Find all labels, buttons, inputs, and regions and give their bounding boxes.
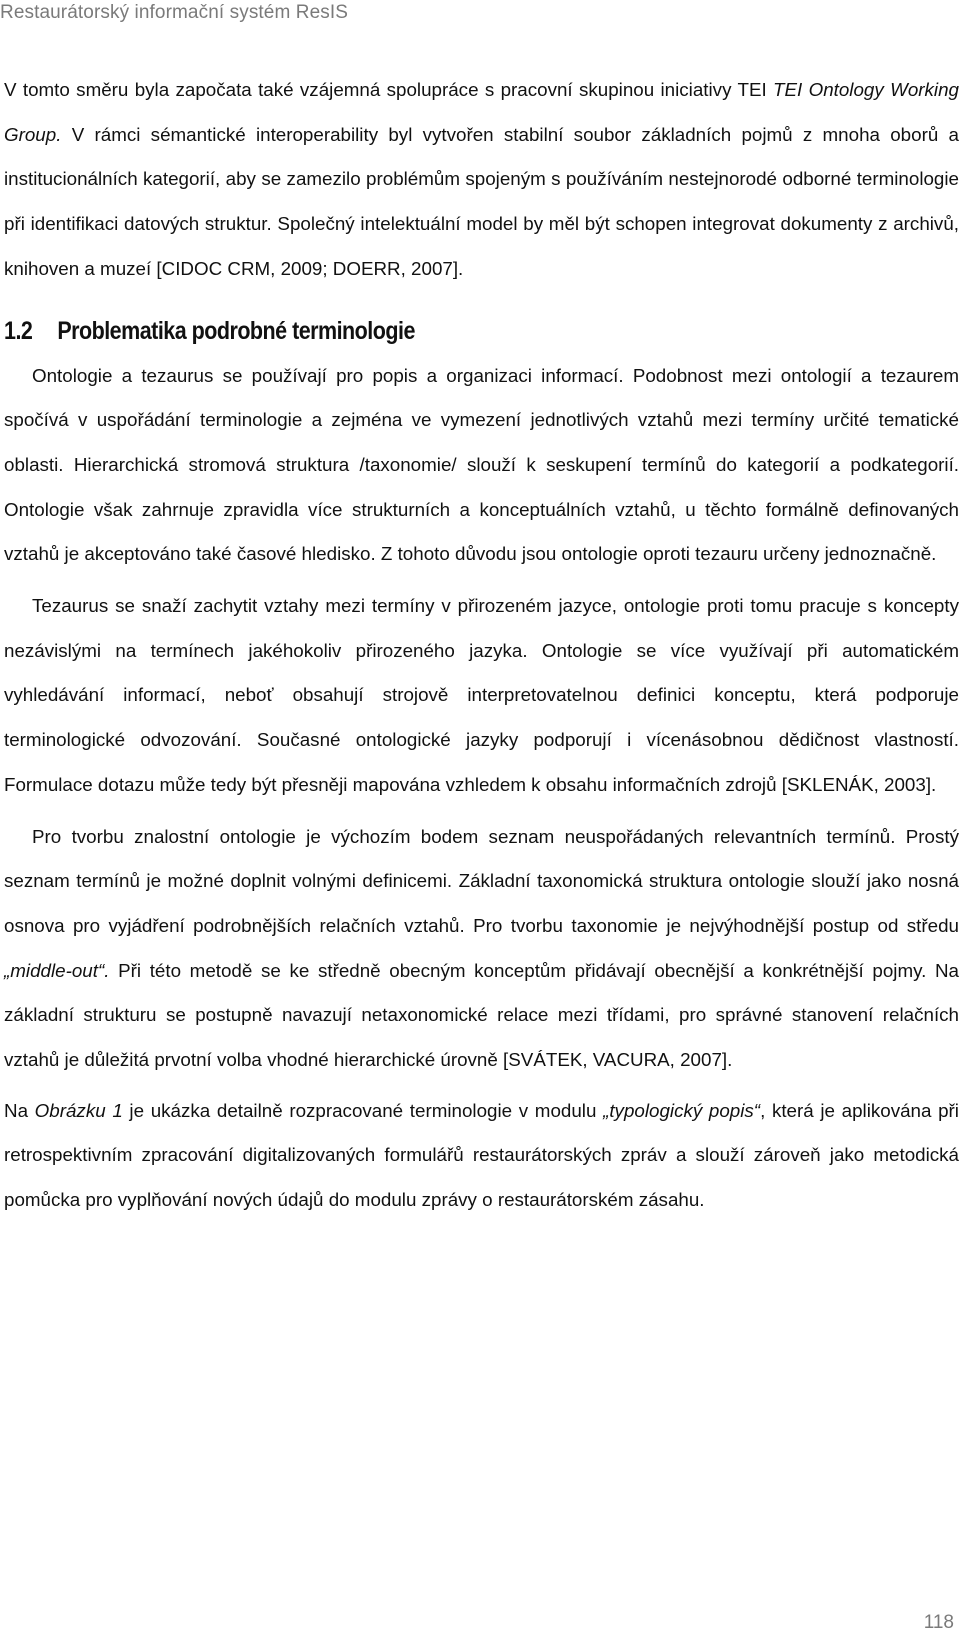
paragraph-intro-emphasis: TEI Ontology Working Group.	[4, 79, 959, 145]
paragraph-ontology-creation-text-a: Pro tvorbu znalostní ontologie je výchozím bodem seznam neuspořádaných relevantních termínů. Prostý seznam termínů je možné doplnit volnými definicemi. Základní taxonomická struktura ontologie slouží jako nosná osnova pro vyjádření podrobnějších relačních vztahů. Pro tvorbu taxonomie je nejvýhodnější postup od středu	[4, 825, 959, 936]
paragraph-figure-reference-text-a: Na	[4, 1099, 35, 1121]
figure-reference-link: Obrázku 1	[34, 1099, 123, 1121]
module-name-emphasis: „typologický popis“	[603, 1099, 761, 1121]
section-title: Problematika podrobné terminologie	[57, 316, 415, 345]
section-number: 1.2	[4, 316, 33, 345]
paragraph-ontology-creation-emphasis: „middle-out“.	[4, 959, 110, 981]
paragraph-intro-text-b: V rámci sémantické interoperability byl vytvořen stabilní soubor základních pojmů z mnoha oborů a institucionálních kategorií, aby se zamezilo problémům spojeným s používáním nestejnorodé odborné terminologie při identifikaci datových struktur. Společný intelektuální model by měl být schopen integrovat dokumenty z archivů, knihoven a muzeí [CIDOC CRM, 2009; DOERR, 2007].	[4, 123, 959, 279]
paragraph-intro-text-a: V tomto směru byla započata také vzájemná spolupráce s pracovní skupinou iniciativy TEI	[4, 79, 774, 100]
running-header: Restaurátorský informační systém ResIS	[0, 2, 349, 23]
paragraph-thesaurus-vs-ontology: Tezaurus se snaží zachytit vztahy mezi termíny v přirozeném jazyce, ontologie proti tomu pracuje s koncepty nezávislými na termínech jakéhokoliv přirozeného jazyka. Ontologie se více využívají při automatickém vyhledávání informací, neboť obsahují strojově interpretovatelnou definici konceptu, která podporuje terminologické odvozování. Současné ontologické jazyky podporují i vícenásobnou dědičnost vlastností. Formulace dotazu může tedy být přesněji mapována vzhledem k obsahu informačních zdrojů [SKLENÁK, 2003].	[4, 595, 959, 795]
page-number: 118	[923, 1612, 954, 1633]
paragraph-ontology-creation	[4, 815, 959, 1083]
document-body	[4, 68, 959, 1223]
paragraph-figure-reference-text-b: je ukázka detailně rozpracované terminologie v modulu	[122, 1099, 604, 1121]
paragraph-figure-reference-text-c: , která je aplikována při retrospektivním zpracování digitalizovaných formulářů restaurátorských zpráv a slouží zároveň jako metodická pomůcka pro vyplňování nových údajů do modulu zprávy o restaurátorském zásahu.	[4, 1099, 959, 1211]
paragraph-figure-reference	[4, 1089, 959, 1223]
paragraph-ontology-thesaurus: Ontologie a tezaurus se používají pro popis a organizaci informací. Podobnost mezi ontologií a tezaurem spočívá v uspořádání terminologie a zejména ve vymezení jednotlivých vztahů mezi termíny určité tematické oblasti. Hierarchická stromová struktura /taxonomie/ slouží k seskupení termínů do kategorií a podkategorií. Ontologie však zahrnuje zpravidla více strukturních a konceptuálních vztahů, u těchto formálně definovaných vztahů je akceptováno také časové hledisko. Z tohoto důvodu jsou ontologie oproti tezauru určeny jednoznačně.	[4, 364, 959, 565]
paragraph-intro	[4, 68, 959, 292]
paragraph-ontology-creation-text-b: Při této metodě se ke středně obecným konceptům přidávají obecnější a konkrétnější pojmy. Na základní strukturu se postupně navazují netaxonomické relace mezi třídami, pro správné stanovení relačních vztahů je důležitá prvotní volba vhodné hierarchické úrovně [SVÁTEK, VACURA, 2007].	[4, 959, 959, 1071]
section-heading	[4, 314, 825, 348]
